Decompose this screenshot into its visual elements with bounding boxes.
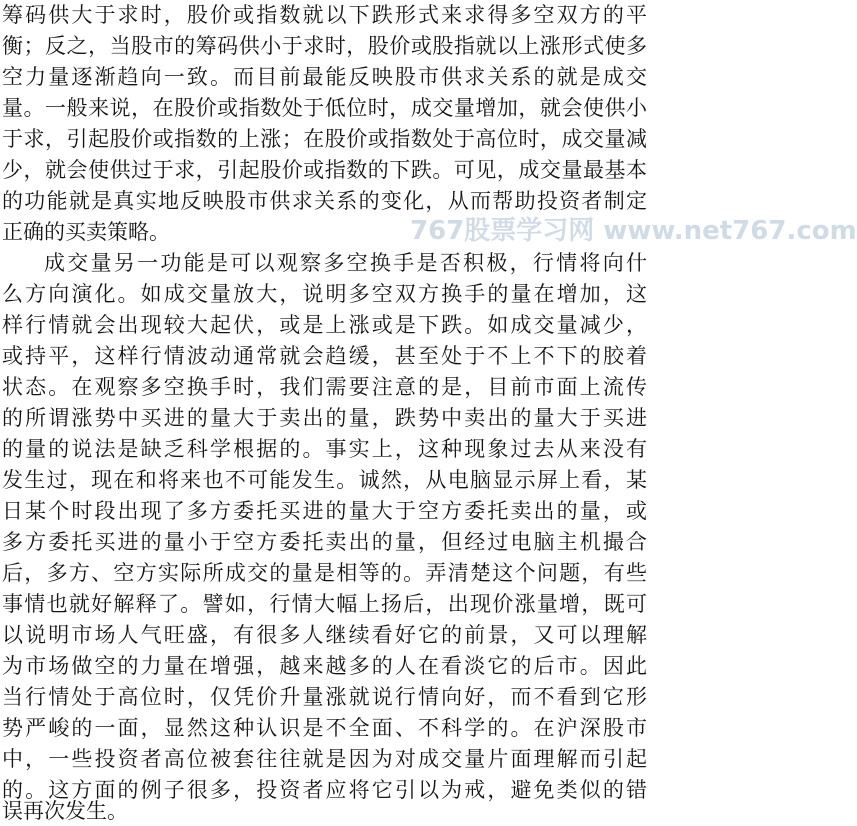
paragraph-2-line-16: 势严峻的一面，显然这种认识是不全面、不科学的。在沪深股市 bbox=[2, 716, 647, 740]
paragraph-1-line-3: 空力量逐渐趋向一致。而目前最能反映股市供求关系的就是成交 bbox=[2, 65, 647, 89]
paragraph-1-line-5: 于求，引起股价或指数的上涨；在股价或指数处于高位时，成交量减 bbox=[2, 127, 647, 151]
paragraph-2-line-2: 么方向演化。如成交量放大，说明多空双方换手的量在增加，这 bbox=[2, 282, 647, 306]
paragraph-2-line-15: 当行情处于高位时，仅凭价升量涨就说行情向好，而不看到它形 bbox=[2, 685, 647, 709]
paragraph-2-line-12: 事情也就好解释了。譬如，行情大幅上扬后，出现价涨量增，既可 bbox=[2, 592, 647, 616]
paragraph-1-line-1: 筹码供大于求时，股价或指数就以下跌形式来求得多空双方的平 bbox=[2, 3, 647, 27]
paragraph-2-line-6: 的所谓涨势中买进的量大于卖出的量，跌势中卖出的量大于买进 bbox=[2, 406, 647, 430]
site-watermark: 767股票学习网 www.net767.com bbox=[410, 216, 857, 246]
paragraph-2-line-3: 样行情就会出现较大起伏，或是上涨或是下跌。如成交量减少， bbox=[2, 313, 647, 337]
paragraph-2-line-7: 的量的说法是缺乏科学根据的。事实上，这种现象过去从来没有 bbox=[2, 437, 647, 461]
paragraph-2-line-11: 后，多方、空方实际所成交的量是相等的。弄清楚这个问题，有些 bbox=[2, 561, 647, 585]
paragraph-2-line-19: 误再次发生。 bbox=[2, 799, 128, 823]
paragraph-2-line-4: 或持平，这样行情波动通常就会趋缓，甚至处于不上不下的胶着 bbox=[2, 344, 647, 368]
paragraph-1-line-8: 正确的买卖策略。 bbox=[2, 220, 170, 244]
paragraph-2-line-14: 为市场做空的力量在增强，越来越多的人在看淡它的后市。因此 bbox=[2, 654, 647, 678]
paragraph-2-line-10: 多方委托买进的量小于空方委托卖出的量，但经过电脑主机撮合 bbox=[2, 530, 647, 554]
paragraph-1-line-7: 的功能就是真实地反映股市供求关系的变化，从而帮助投资者制定 bbox=[2, 189, 647, 213]
paragraph-1-line-6: 少，就会使供过于求，引起股价或指数的下跌。可见，成交量最基本 bbox=[2, 158, 647, 182]
paragraph-2-line-9: 日某个时段出现了多方委托买进的量大于空方委托卖出的量，或 bbox=[2, 499, 647, 523]
paragraph-2-line-17: 中，一些投资者高位被套往往就是因为对成交量片面理解而引起 bbox=[2, 747, 647, 771]
paragraph-2-line-8: 发生过，现在和将来也不可能发生。诚然，从电脑显示屏上看，某 bbox=[2, 468, 647, 492]
paragraph-2-line-5: 状态。在观察多空换手时，我们需要注意的是，目前市面上流传 bbox=[2, 375, 647, 399]
paragraph-1-line-4: 量。一般来说，在股价或指数处于低位时，成交量增加，就会使供小 bbox=[2, 96, 647, 120]
paragraph-2-line-13: 以说明市场人气旺盛，有很多人继续看好它的前景，又可以理解 bbox=[2, 623, 647, 647]
paragraph-2-line-18: 的。这方面的例子很多，投资者应将它引以为戒，避免类似的错 bbox=[2, 778, 647, 802]
paragraph-1-line-2: 衡；反之，当股市的筹码供小于求时，股价或股指就以上涨形式使多 bbox=[2, 34, 647, 58]
paragraph-2-line-1: 成交量另一功能是可以观察多空换手是否积极，行情将向什 bbox=[44, 251, 647, 275]
